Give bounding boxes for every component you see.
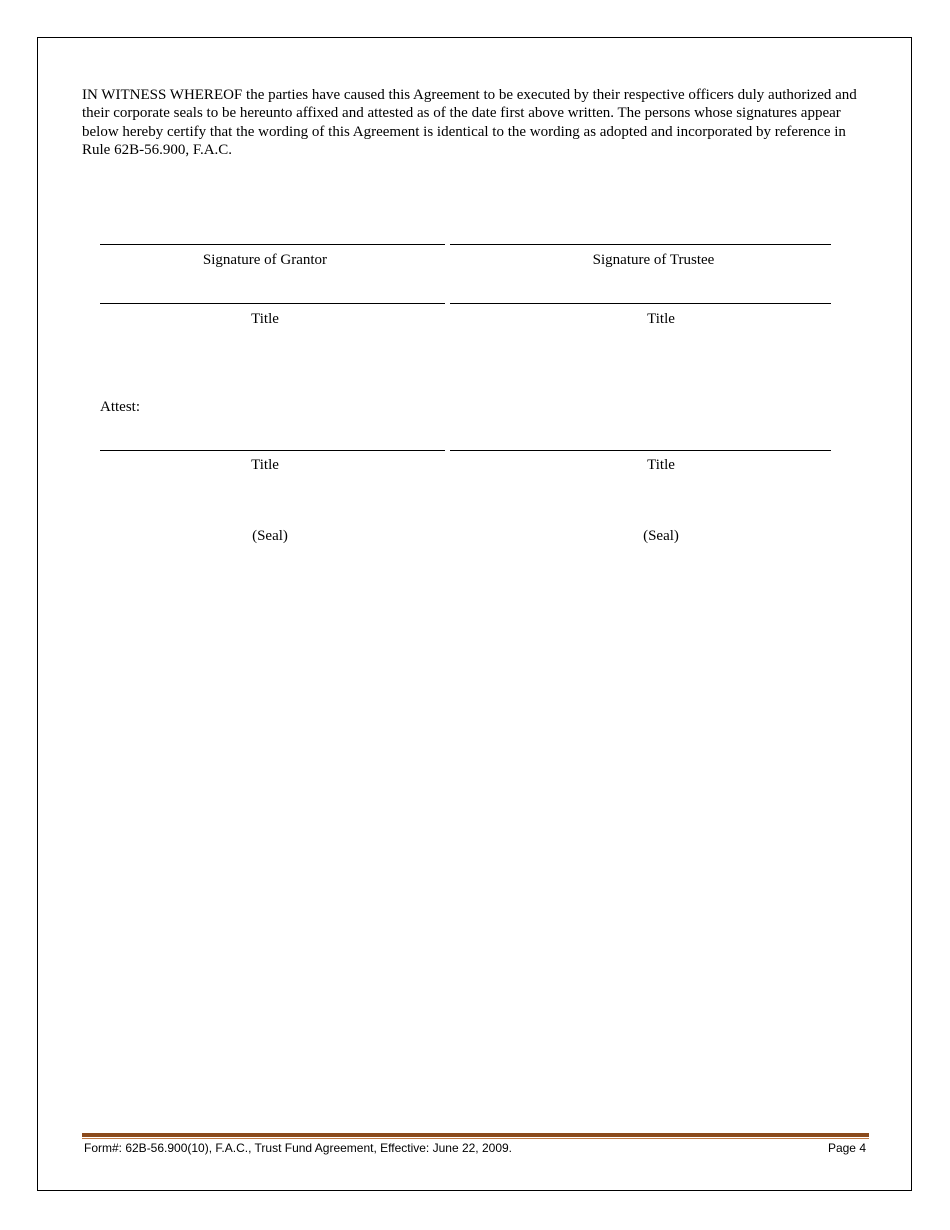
- grantor-title-label: Title: [251, 311, 279, 327]
- footer-rule-thick: [82, 1133, 869, 1137]
- footer-page-number: Page 4: [827, 1141, 866, 1155]
- footer-form-text: Form#: 62B-56.900(10), F.A.C., Trust Fund Agreement, Effective: June 22, 2009.: [84, 1141, 513, 1155]
- trustee-title-line: [450, 303, 831, 304]
- grantor-signature-label: Signature of Grantor: [202, 252, 328, 268]
- footer-rule-thin: [82, 1138, 869, 1139]
- attest-right-line: [450, 450, 831, 451]
- trustee-signature-line: [450, 244, 831, 245]
- grantor-title-line: [100, 303, 445, 304]
- trustee-title-label: Title: [647, 311, 675, 327]
- attest-right-seal-label: (Seal): [643, 528, 679, 544]
- attest-label: Attest:: [100, 399, 140, 415]
- attest-left-seal-label: (Seal): [252, 528, 288, 544]
- page-border: [37, 37, 912, 1191]
- attest-left-title-label: Title: [251, 457, 279, 473]
- trustee-signature-label: Signature of Trustee: [592, 252, 715, 268]
- attest-right-title-label: Title: [647, 457, 675, 473]
- grantor-signature-line: [100, 244, 445, 245]
- attest-left-line: [100, 450, 445, 451]
- witness-paragraph: IN WITNESS WHEREOF the parties have caused this Agreement to be executed by their respective officers duly authorized and their corporate seals to be hereunto affixed and attested as of the date first above written. The persons whose signatures appear below hereby certify that the wording of this Agreement is identical to the wording as adopted and incorporated by reference in Rule 62B-56.900, F.A.C.: [82, 87, 857, 159]
